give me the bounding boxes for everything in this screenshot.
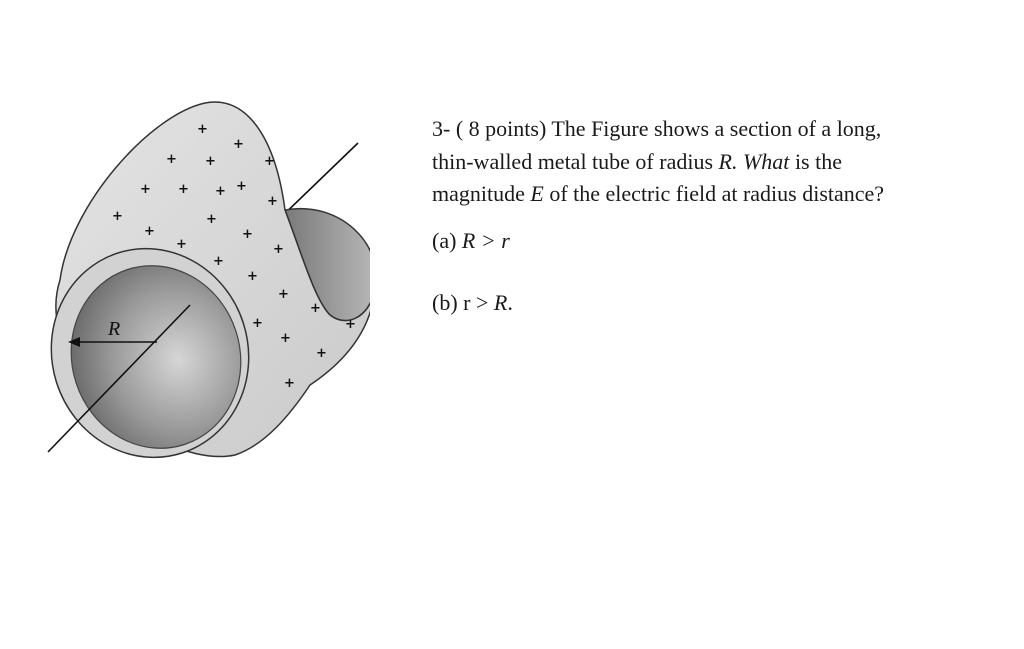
charge-plus: + — [273, 242, 284, 257]
charge-plus: + — [267, 194, 278, 209]
charge-plus: + — [233, 137, 244, 152]
charge-plus: + — [247, 269, 258, 284]
charge-plus: + — [176, 237, 187, 252]
charge-plus: + — [252, 316, 263, 331]
charge-plus: + — [166, 152, 177, 167]
charge-plus: + — [278, 287, 289, 302]
charge-plus: + — [112, 209, 123, 224]
question-line-3 — [432, 178, 992, 211]
question-text-italic: What — [742, 148, 790, 174]
question-line-2 — [432, 146, 992, 179]
question-line-1 — [432, 113, 992, 146]
charge-plus: + — [242, 227, 253, 242]
charge-plus: + — [144, 224, 155, 239]
charge-plus: + — [140, 182, 151, 197]
charge-plus: + — [264, 154, 275, 169]
charge-plus: + — [280, 331, 291, 346]
field-symbol: E — [530, 181, 544, 206]
question-text: 3- ( 8 points) The Figure shows a section of a long, — [432, 116, 882, 141]
charge-plus: + — [213, 254, 224, 269]
charge-plus: + — [345, 317, 356, 332]
question-text: thin-walled metal tube of radius — [432, 148, 719, 174]
radius-symbol: R — [493, 289, 508, 315]
part-b-end: . — [507, 289, 513, 315]
question-text: is the — [789, 148, 842, 174]
charge-plus: + — [205, 154, 216, 169]
radius-symbol: R. — [718, 148, 738, 174]
part-a — [432, 225, 992, 257]
charge-plus: + — [215, 184, 226, 199]
question-block — [432, 113, 992, 319]
charge-plus: + — [316, 346, 327, 361]
radius-label: R — [108, 318, 121, 340]
charge-plus: + — [206, 212, 217, 227]
part-a-expression: R > r — [461, 227, 510, 253]
part-b — [432, 287, 992, 319]
question-text: of the electric field at radius distance? — [543, 181, 885, 206]
charge-plus: + — [310, 301, 321, 316]
charge-plus: + — [197, 122, 208, 137]
question-text: magnitude — [432, 181, 531, 206]
part-a-label: (a) — [432, 227, 462, 253]
part-b-label: (b) r > — [432, 289, 494, 315]
charged-tube-figure — [40, 95, 370, 460]
charge-plus: + — [236, 179, 247, 194]
charge-plus: + — [284, 376, 295, 391]
charge-plus: + — [178, 182, 189, 197]
